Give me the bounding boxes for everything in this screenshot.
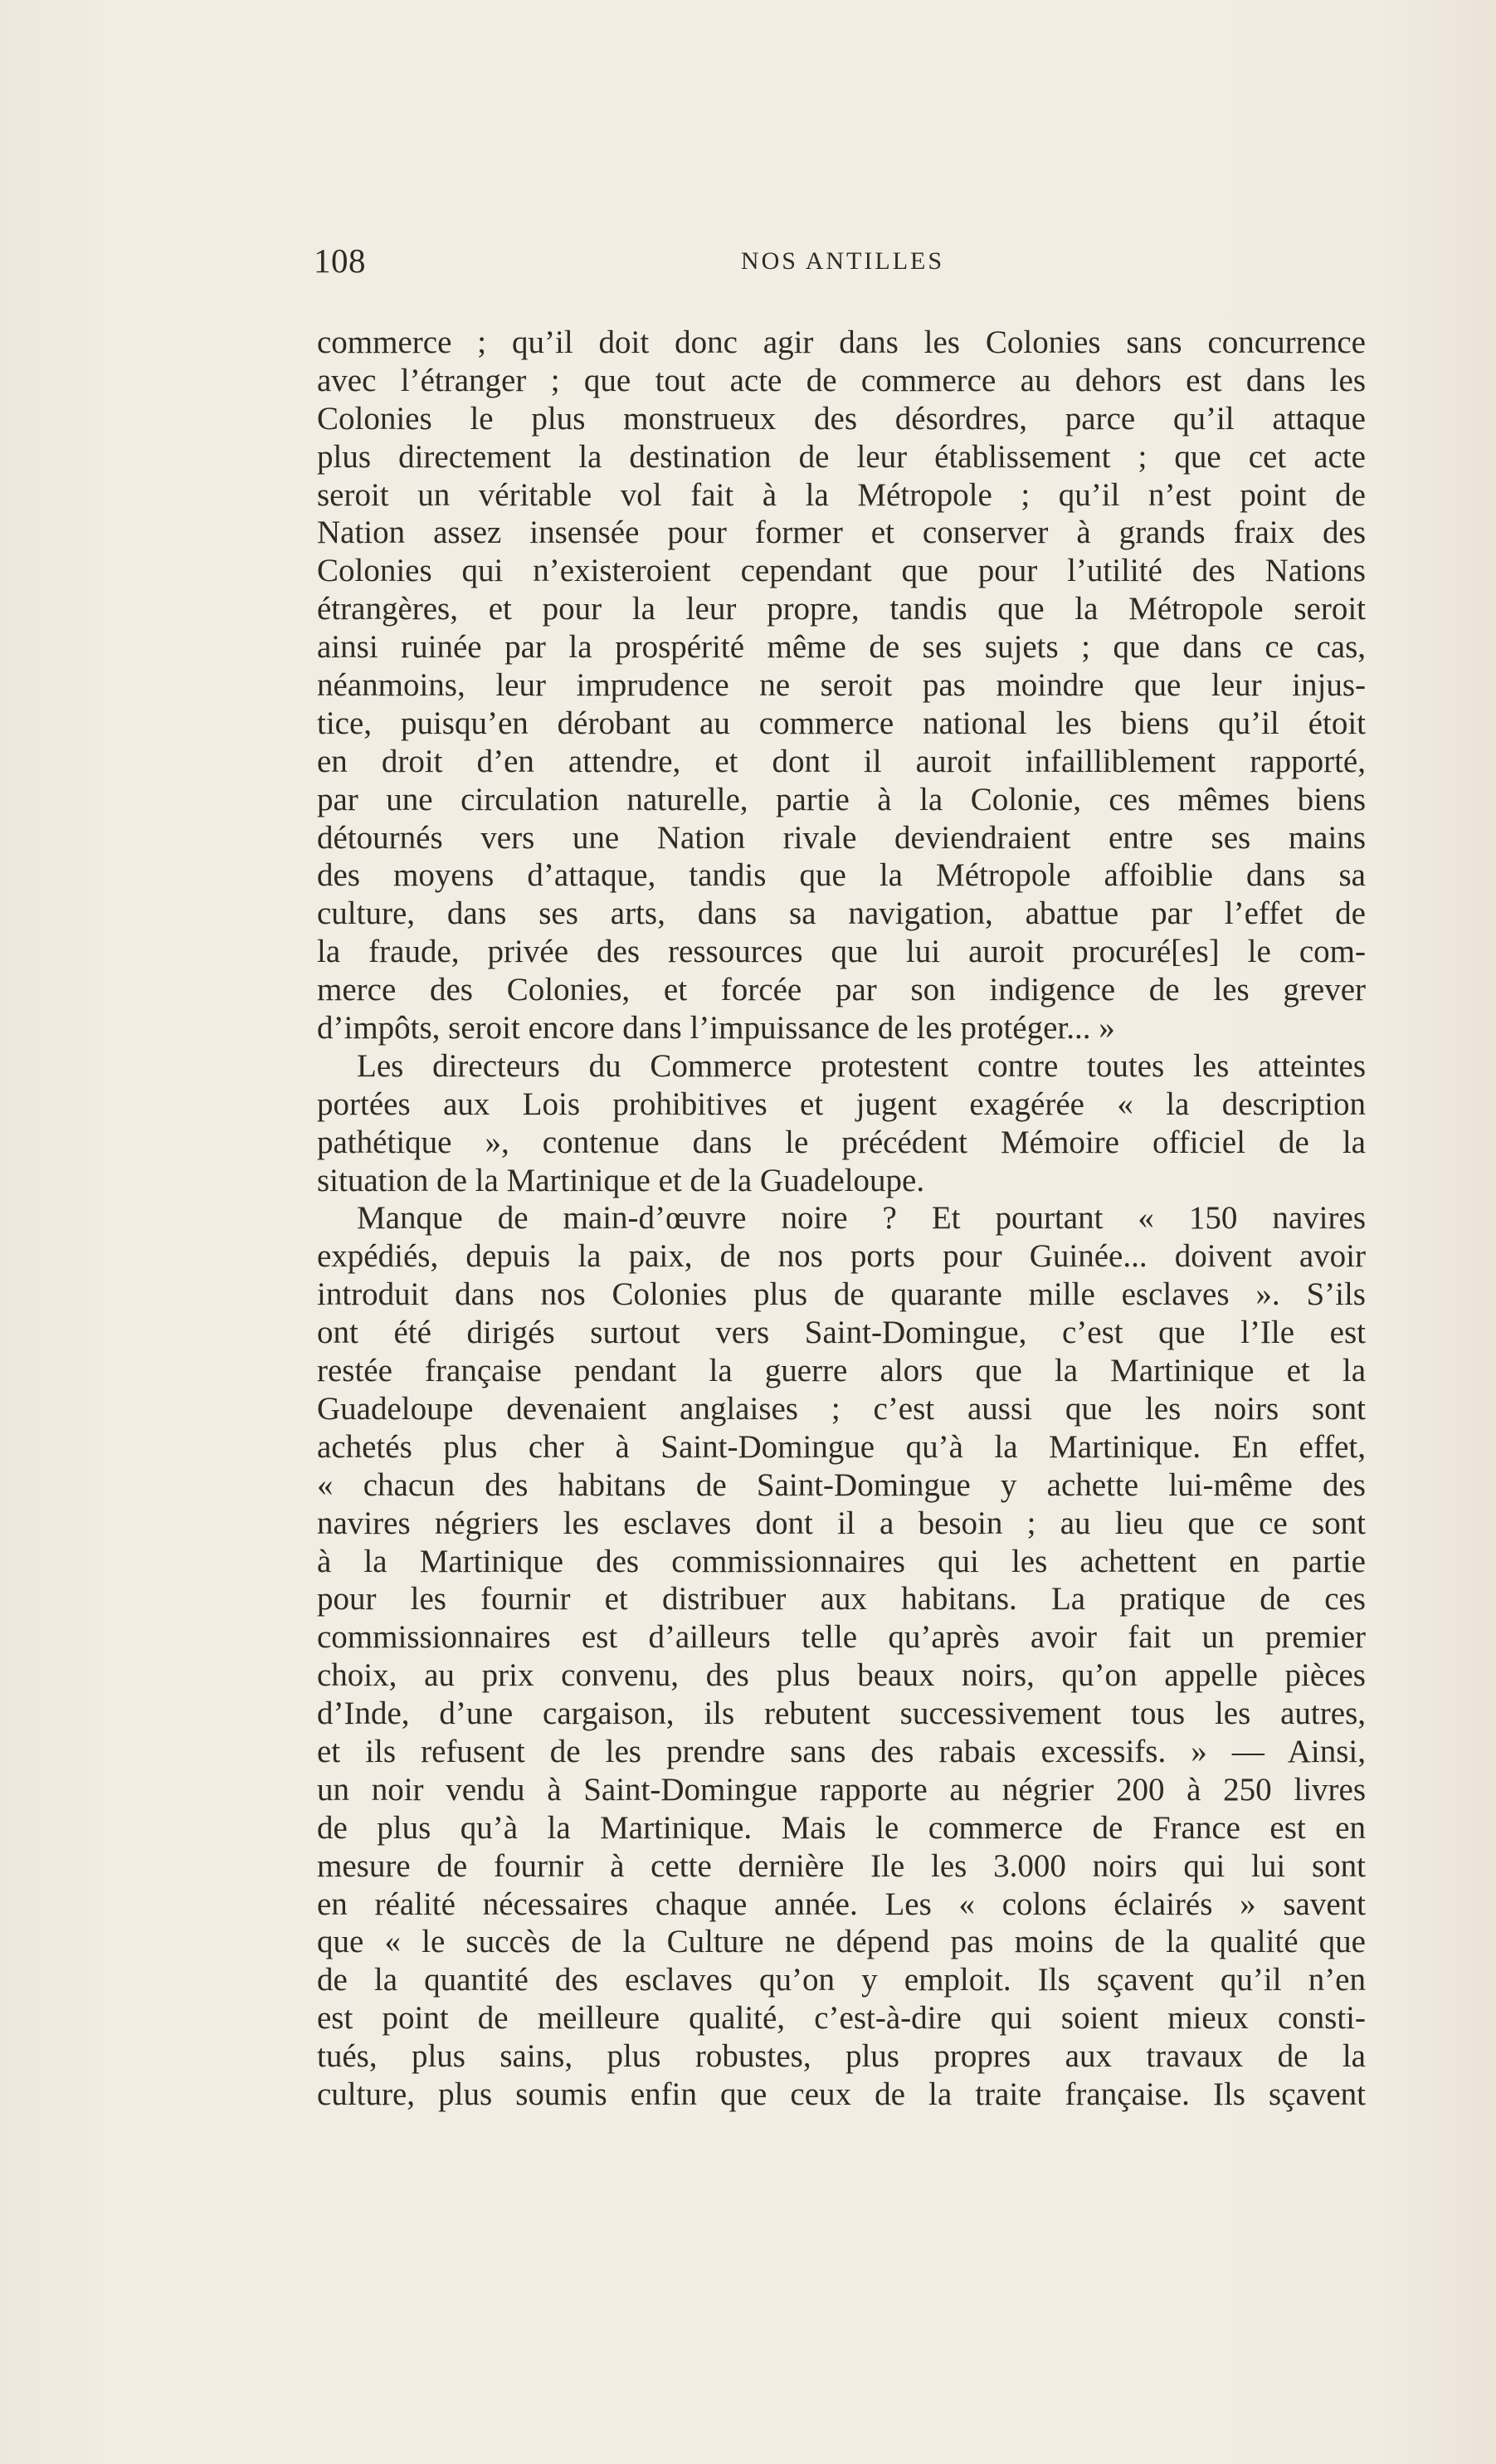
text-line: Colonies le plus monstrueux des désordres, parce qu’il attaque (317, 400, 1366, 437)
text-line: navires négriers les esclaves dont il a besoin ; au lieu que ce sont (317, 1505, 1366, 1541)
text-line: néanmoins, leur imprudence ne seroit pas moindre que leur injus- (317, 667, 1366, 704)
text-line: commerce ; qu’il doit donc agir dans les Colonies sans concurrence (317, 324, 1366, 360)
text-line: « chacun des habitans de Saint-Domingue y achette lui-même des (317, 1466, 1366, 1503)
text-line: d’impôts, seroit encore dans l’impuissance de les protéger... » (317, 1010, 1115, 1047)
text-line: d’Inde, d’une cargaison, ils rebutent successivement tous les autres, (317, 1696, 1366, 1732)
text-line: achetés plus cher à Saint-Domingue qu’à la Martinique. En effet, (317, 1428, 1366, 1465)
text-line: culture, dans ses arts, dans sa navigation, abattue par l’effet de (317, 895, 1366, 932)
text-line: commissionnaires est d’ailleurs telle qu’après avoir fait un premier (317, 1619, 1366, 1656)
text-line: Les directeurs du Commerce protestent contre toutes les atteintes (357, 1047, 1366, 1084)
text-line: ainsi ruinée par la prospérité même de ses sujets ; que dans ce cas, (317, 629, 1366, 666)
text-line: merce des Colonies, et forcée par son indigence de les grever (317, 972, 1366, 1008)
text-line: de la quantité des esclaves qu’on y emploit. Ils sçavent qu’il n’en (317, 1962, 1366, 1998)
text-line: seroit un véritable vol fait à la Métropole ; qu’il n’est point de (317, 476, 1366, 513)
text-line: détournés vers une Nation rivale deviendraient entre ses mains (317, 819, 1366, 856)
text-line: en droit d’en attendre, et dont il auroit infailliblement rapporté, (317, 743, 1366, 779)
text-line: mesure de fournir à cette dernière Ile les 3.000 noirs qui lui sont (317, 1847, 1366, 1884)
text-line: tice, puisqu’en dérobant au commerce national les biens qu’il étoit (317, 705, 1366, 741)
text-line: pathétique », contenue dans le précédent Mémoire officiel de la (317, 1124, 1366, 1160)
text-line: choix, au prix convenu, des plus beaux noirs, qu’on appelle pièces (317, 1657, 1366, 1694)
text-line: de plus qu’à la Martinique. Mais le commerce de France est en (317, 1809, 1366, 1846)
page-header (314, 236, 1372, 285)
text-line: et ils refusent de les prendre sans des rabais excessifs. » — Ainsi, (317, 1733, 1366, 1769)
page-number: 108 (314, 242, 366, 280)
text-line: est point de meilleure qualité, c’est-à-dire qui soient mieux consti- (317, 2000, 1366, 2037)
text-line: Nation assez insensée pour former et conserver à grands fraix des (317, 515, 1366, 551)
text-line: étrangères, et pour la leur propre, tandis que la Métropole seroit (317, 591, 1366, 627)
text-line: à la Martinique des commissionnaires qui les achettent en partie (317, 1543, 1366, 1579)
text-line: Manque de main-d’œuvre noire ? Et pourtant « 150 navires (357, 1200, 1366, 1237)
text-line: culture, plus soumis enfin que ceux de la traite française. Ils sçavent (317, 2076, 1366, 2112)
text-line: avec l’étranger ; que tout acte de commerce au dehors est dans les (317, 362, 1366, 398)
body-text (317, 324, 1366, 2114)
text-line: que « le succès de la Culture ne dépend pas moins de la qualité que (317, 1924, 1366, 1960)
text-line: expédiés, depuis la paix, de nos ports pour Guinée... doivent avoir (317, 1238, 1366, 1275)
text-line: restée française pendant la guerre alors que la Martinique et la (317, 1353, 1366, 1389)
text-line: un noir vendu à Saint-Domingue rapporte au négrier 200 à 250 livres (317, 1771, 1366, 1808)
text-line: pour les fournir et distribuer aux habitans. La pratique de ces (317, 1581, 1366, 1617)
text-line: par une circulation naturelle, partie à la Colonie, ces mêmes biens (317, 781, 1366, 817)
text-line: Colonies qui n’existeroient cependant que pour l’utilité des Nations (317, 553, 1366, 589)
text-line: ont été dirigés surtout vers Saint-Domingue, c’est que l’Ile est (317, 1315, 1366, 1351)
text-line: la fraude, privée des ressources que lui auroit procuré[es] le com- (317, 934, 1366, 970)
text-line: plus directement la destination de leur établissement ; que cet acte (317, 438, 1366, 475)
text-line: Guadeloupe devenaient anglaises ; c’est aussi que les noirs sont (317, 1390, 1366, 1427)
text-line: situation de la Martinique et de la Guadeloupe. (317, 1162, 925, 1198)
text-line: portées aux Lois prohibitives et jugent exagérée « la description (317, 1086, 1366, 1122)
text-line: introduit dans nos Colonies plus de quarante mille esclaves ». S’ils (317, 1276, 1366, 1313)
running-head: NOS ANTILLES (740, 247, 945, 275)
text-line: tués, plus sains, plus robustes, plus propres aux travaux de la (317, 2038, 1366, 2075)
text-line: des moyens d’attaque, tandis que la Métropole affoiblie dans sa (317, 857, 1366, 894)
text-line: en réalité nécessaires chaque année. Les « colons éclairés » savent (317, 1886, 1366, 1922)
